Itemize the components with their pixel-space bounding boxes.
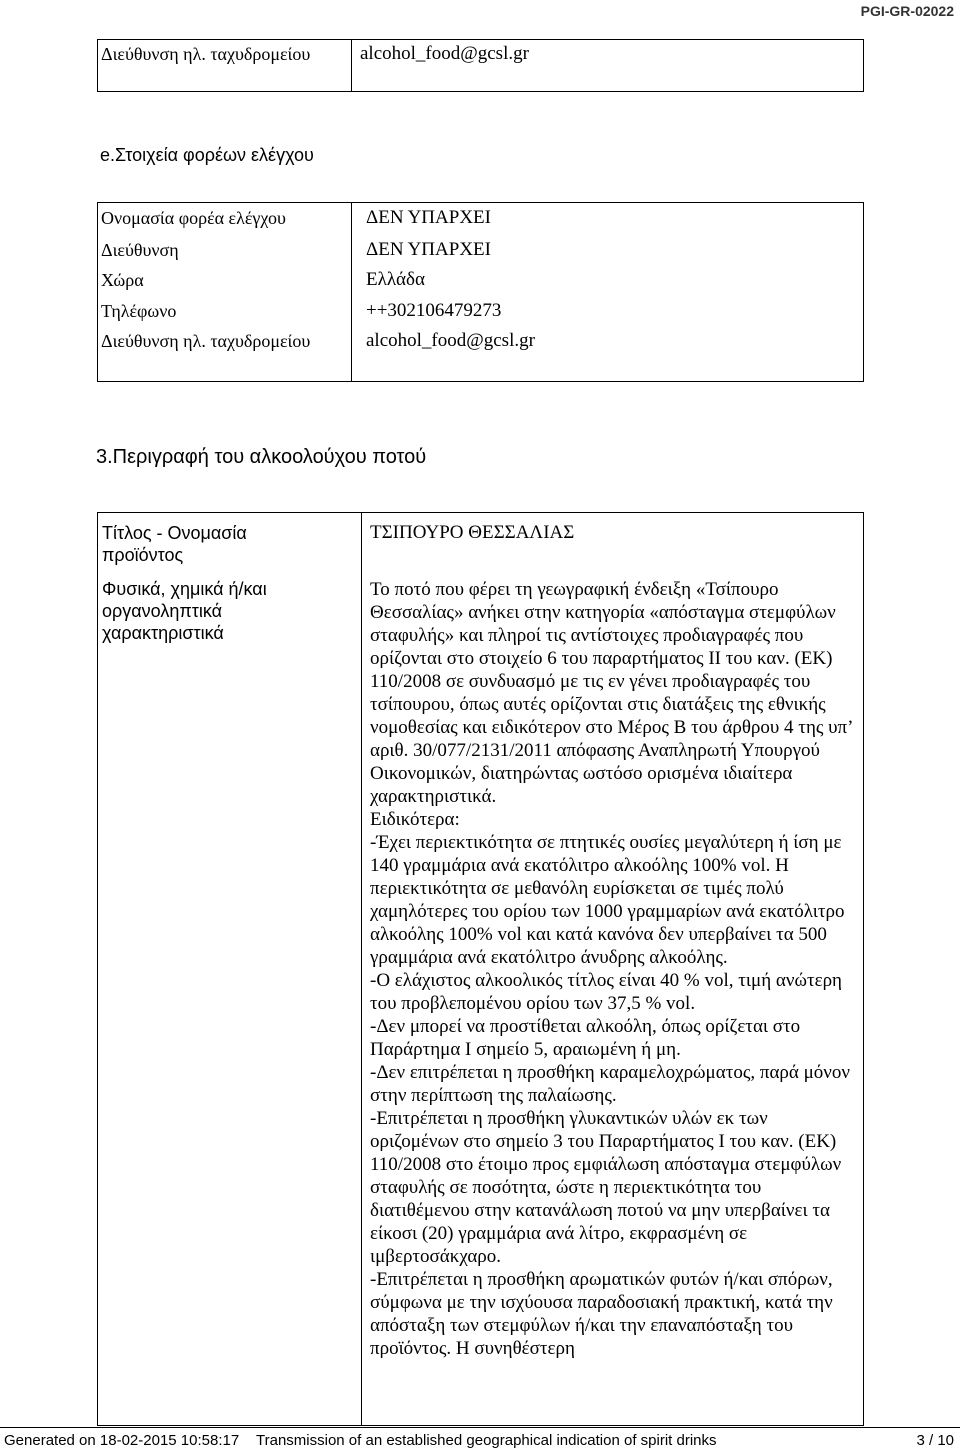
control-country-value: Ελλάδα — [366, 269, 425, 290]
product-title-value: ΤΣΙΠΟΥΡΟ ΘΕΣΣΑΛΙΑΣ — [370, 522, 575, 543]
table-row — [98, 300, 863, 322]
description-table — [97, 512, 864, 1426]
control-phone-label: Τηλέφωνο — [101, 301, 177, 321]
control-email-value: alcohol_food@gcsl.gr — [366, 330, 535, 351]
table-row — [98, 207, 863, 229]
contact-email-table — [97, 39, 864, 92]
control-name-label: Ονομασία φορέα ελέγχου — [101, 208, 286, 228]
footer-divider — [0, 1427, 960, 1428]
control-country-label: Χώρα — [101, 270, 144, 290]
section-e-title: e.Στοιχεία φορέων ελέγχου — [100, 145, 314, 165]
section-3-title: 3.Περιγραφή του αλκοολούχου ποτού — [96, 446, 427, 468]
table-divider — [351, 40, 352, 91]
control-phone-value: ++302106479273 — [366, 300, 502, 321]
characteristics-label: Φυσικά, χημικά ή/και οργανοληπτικά χαρακτηριστικά — [102, 579, 267, 643]
footer-generated: Generated on 18-02-2015 10:58:17 — [4, 1432, 240, 1449]
control-body-table — [97, 202, 864, 382]
footer-document-title: Transmission of an established geographical indication of spirit drinks — [256, 1432, 717, 1449]
characteristics-text: Το ποτό που φέρει τη γεωγραφική ένδειξη «Τσίπουρο Θεσσαλίας» ανήκει στην κατηγορία «απόσταγμα στεμφύλων σταφυλής» και πληροί τις αντίστοιχες προδιαγραφές που ορίζονται στο στοιχείο 6 του παραρτήματος ΙΙ του καν. (ΕΚ) 110/2008 σε συνδυασμό με τις εν γένει προδιαγραφές του τσίπουρου, όπως αυτές ορίζονται στις διατάξεις της εθνικής νομοθεσίας και ειδικότερον στο Μέρος Β του άρθρου 4 της υπ’ αριθ. 30/077/2131/2011 απόφασης Αναπληρωτή Υπουργού Οικονομικών, διατηρώντας ωστόσο ορισμένα ιδιαίτερα χαρακτηριστικά. Ειδικότερα: -Έχει περιεκτικότητα σε πτητικές ουσίες μεγαλύτερη ή ίση με 140 γραμμάρια ανά εκατόλιτρο αλκοόλης 100% vol. Η περιεκτικότητα σε μεθανόλη ευρίσκεται σε τιμές πολύ χαμηλότερες του ορίου των 1000 γραμμαρίων ανά εκατόλιτρο αλκοόλης 100% vol και κατά κανόνα δεν υπερβαίνει τα 500 γραμμάρια ανά εκατόλιτρο άνυδρης αλκοόλης. -Ο ελάχιστος αλκοολικός τίτλος είναι 40 % vol, τιμή ανώτερη του προβλεπομένου ορίου των 37,5 % vol. -Δεν μπορεί να προστίθεται αλκοόλη, όπως ορίζεται στο Παράρτημα Ι σημείο 5, αραιωμένη ή μη. -Δεν επιτρέπεται η προσθήκη καραμελοχρώματος, παρά μόνον στην περίπτωση της παλαίωσης. -Επιτρέπεται η προσθήκη γλυκαντικών υλών εκ των οριζομένων στο σημείο 3 του Παραρτήματος Ι του καν. (ΕΚ) 110/2008 στο έτοιμο προς εμφιάλωση απόσταγμα στεμφύλων σταφυλής σε ποσότητα, ώστε η περιεκτικότητα του διατιθέμενου στην κατανάλωση ποτού να μην υπερβαίνει τα είκοσι (20) γραμμάρια ανά λίτρο, εκφρασμένη σε ιμβερτοσάκχαρο. -Επιτρέπεται η προσθήκη αρωματικών φυτών ή/και σπόρων, σύμφωνα με την ισχύουσα παραδοσιακή πρακτική, κατά την απόσταξη των στεμφύλων ή/και την επαναπόσταξη του προϊόντος. Η συνηθέστερη — [370, 579, 853, 1359]
table-row — [98, 269, 863, 291]
email-label: Διεύθυνση ηλ. ταχυδρομείου — [101, 44, 311, 64]
product-title-label: Τίτλος - Ονομασία προϊόντος — [102, 523, 247, 565]
footer-page-number: 3 / 10 — [916, 1432, 954, 1449]
control-name-value: ΔΕΝ ΥΠΑΡΧΕΙ — [366, 207, 491, 228]
control-address-value: ΔΕΝ ΥΠΑΡΧΕΙ — [366, 239, 491, 260]
table-divider — [361, 513, 362, 1425]
control-address-label: Διεύθυνση — [101, 240, 179, 260]
document-code: PGI-GR-02022 — [860, 3, 954, 19]
control-email-label: Διεύθυνση ηλ. ταχυδρομείου — [101, 331, 311, 351]
table-row — [98, 239, 863, 261]
table-row — [98, 330, 863, 374]
email-value: alcohol_food@gcsl.gr — [360, 43, 529, 64]
